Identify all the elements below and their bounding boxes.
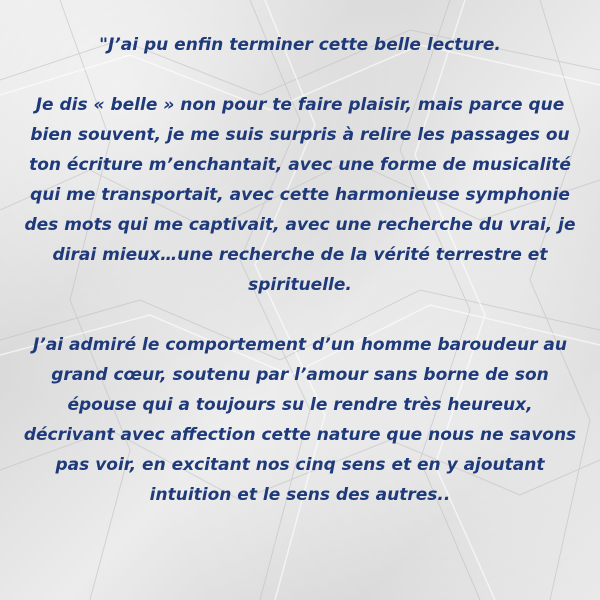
quote-text-block (20, 30, 580, 510)
quote-paragraph-2: Je dis « belle » non pour te faire plaisir, mais parce que bien souvent, je me suis surpris à relire les passages ou ton écriture m’enchantait, avec une forme de musicalité qui me transportait, avec cette harmonieuse symphonie des mots qui me captivait, avec une recherche du vrai, je dirai mieux…une recherche de la vérité terrestre et spirituelle. (24, 95, 576, 295)
quote-paragraph-1: "J’ai pu enfin terminer cette belle lecture. (99, 35, 501, 55)
quote-paragraph-3: J’ai admiré le comportement d’un homme baroudeur au grand cœur, soutenu par l’amour sans borne de son épouse qui a toujours su le rendre très heureux, décrivant avec affection cette nature que nous ne savons pas voir, en excitant nos cinq sens et en y ajoutant intuition et le sens des autres.. (23, 335, 577, 505)
